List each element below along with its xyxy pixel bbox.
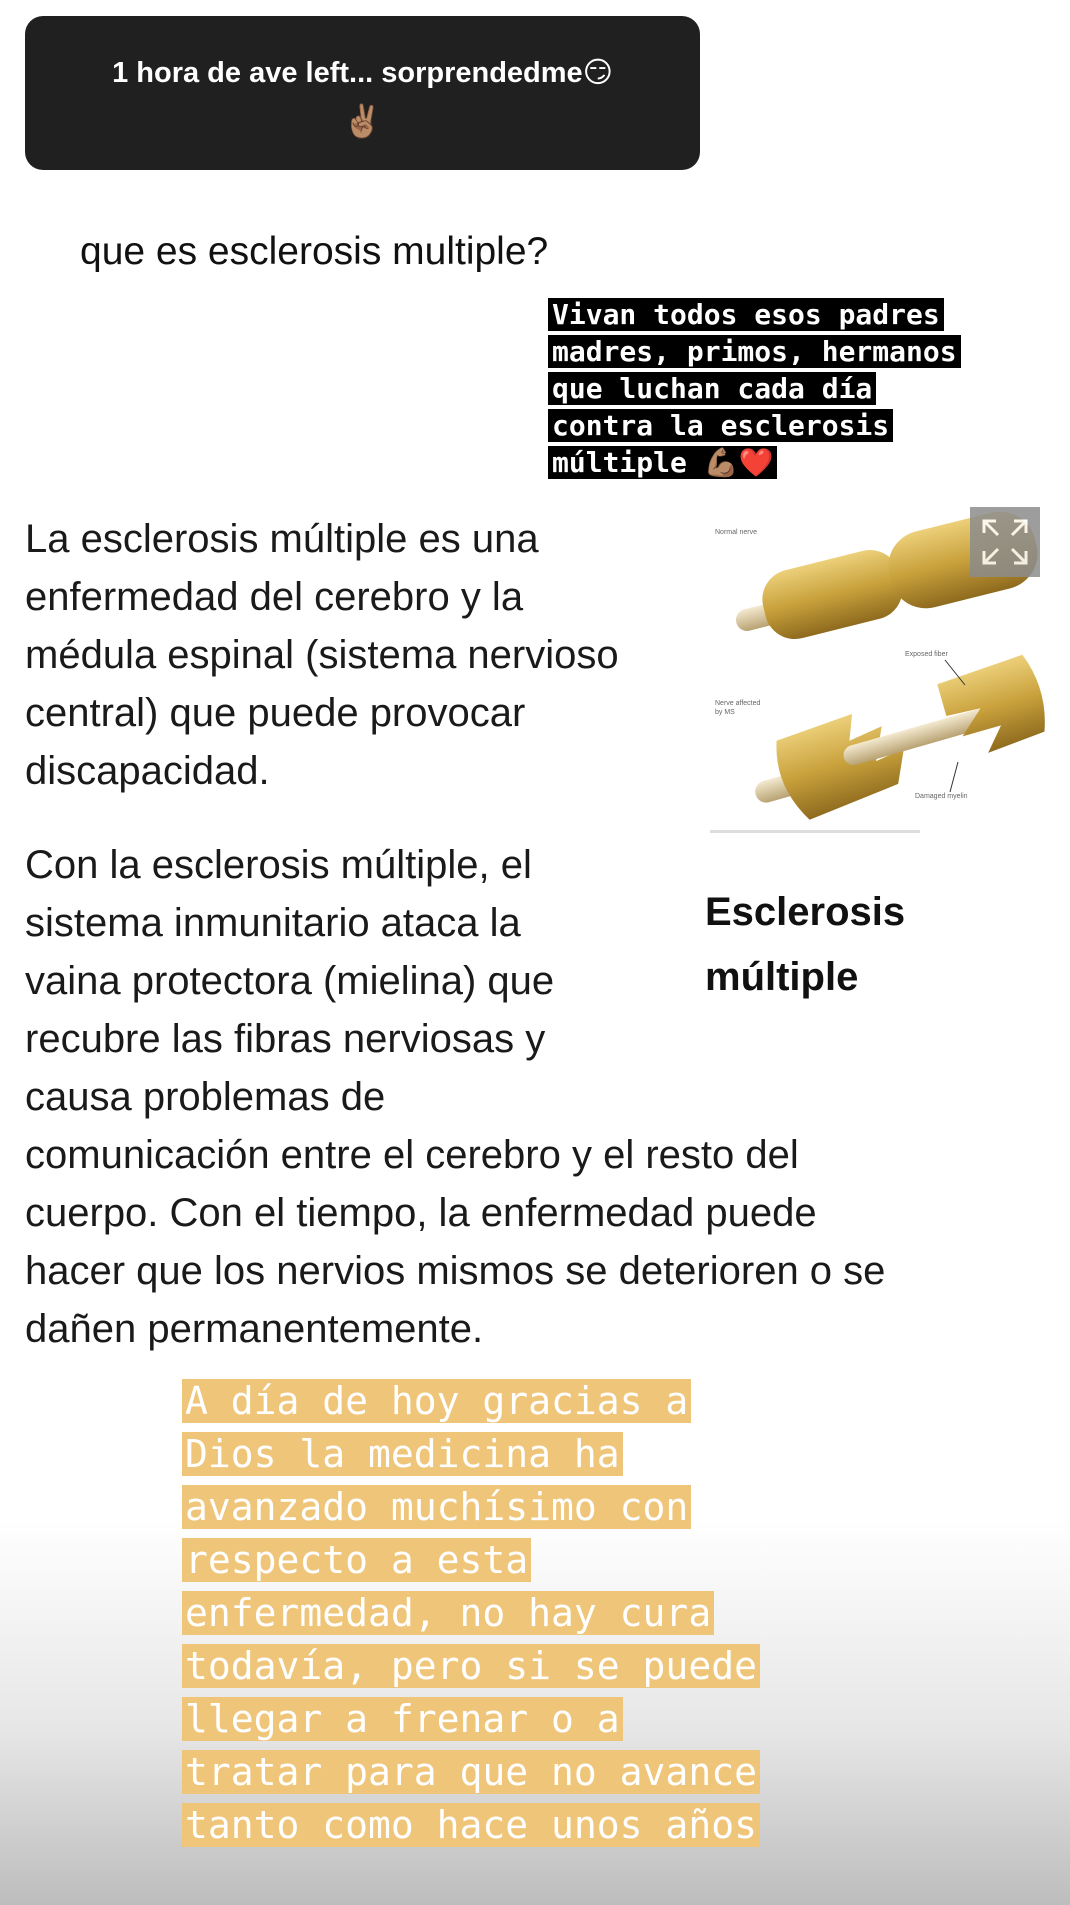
paragraph-line: vaina protectora (mielina) que [25,959,555,1003]
label-damaged-myelin: Damaged myelin [915,793,968,800]
orange-highlight-line: llegar a frenar o a [182,1693,902,1746]
illustration-title-line: múltiple [705,955,859,999]
question-sticker-text [25,56,700,90]
orange-highlight-line: enfermedad, no hay cura [182,1587,902,1640]
paragraph-line: cuerpo. Con el tiempo, la enfermedad puede [25,1191,817,1235]
question-sticker [25,16,700,170]
orange-highlight-line: A día de hoy gracias a [182,1375,902,1428]
black-highlight-line: Vivan todos esos padres [548,296,1018,333]
caption-line [710,830,920,833]
damaged-myelin-left [770,703,916,824]
pointer-line [950,762,958,792]
black-highlight-line: contra la esclerosis [548,407,1018,444]
paragraph-explanation [25,836,1045,1358]
orange-highlight-text [182,1375,902,1852]
orange-highlight-line: tratar para que no avance [182,1746,902,1799]
myelin-segment [756,544,909,646]
question-text: 1 hora de ave left... sorprendedme [112,57,583,89]
black-highlight-text [548,296,1018,481]
label-nerve-affected: Nerve affected [715,700,761,707]
paragraph-line: hacer que los nervios mismos se deterioren o se [25,1249,886,1293]
smirk-emoji-icon: 😏 [582,57,613,89]
black-highlight-line: madres, primos, hermanos [548,333,1018,370]
black-highlight-line: que luchan cada día [548,370,1018,407]
paragraph-line: recubre las fibras nerviosas y [25,1017,546,1061]
paragraph-line: causa problemas de [25,1075,386,1119]
label-exposed-fiber: Exposed fiber [905,651,948,658]
peace-hand-emoji-icon: ✌🏽 [342,103,383,139]
orange-highlight-line: tanto como hace unos años [182,1799,902,1852]
paragraph-line: dañen permanentemente. [25,1307,484,1351]
label-normal-nerve: Normal nerve [715,529,758,536]
reply-question: que es esclerosis multiple? [80,230,549,273]
orange-highlight-line: avanzado muchísimo con [182,1481,902,1534]
expand-icon [970,507,1040,577]
orange-highlight-line: respecto a esta [182,1534,902,1587]
black-highlight-line: múltiple 💪🏽❤️ [548,444,1018,481]
paragraph-line: comunicación entre el cerebro y el resto del [25,1133,799,1177]
illustration-title-line: Esclerosis [705,890,906,934]
orange-highlight-line: Dios la medicina ha [182,1428,902,1481]
paragraph-line: Con la esclerosis múltiple, el [25,843,532,887]
expand-button[interactable] [970,507,1040,577]
damaged-myelin-right [936,653,1050,762]
orange-highlight-line: todavía, pero si se puede [182,1640,902,1693]
paragraph-definition: La esclerosis múltiple es una enfermedad del cerebro y la médula espinal (sistema nervioso central) que puede provocar discapacidad. [25,517,619,793]
paragraph-line: sistema inmunitario ataca la [25,901,521,945]
label-by-ms: by MS [715,709,735,716]
